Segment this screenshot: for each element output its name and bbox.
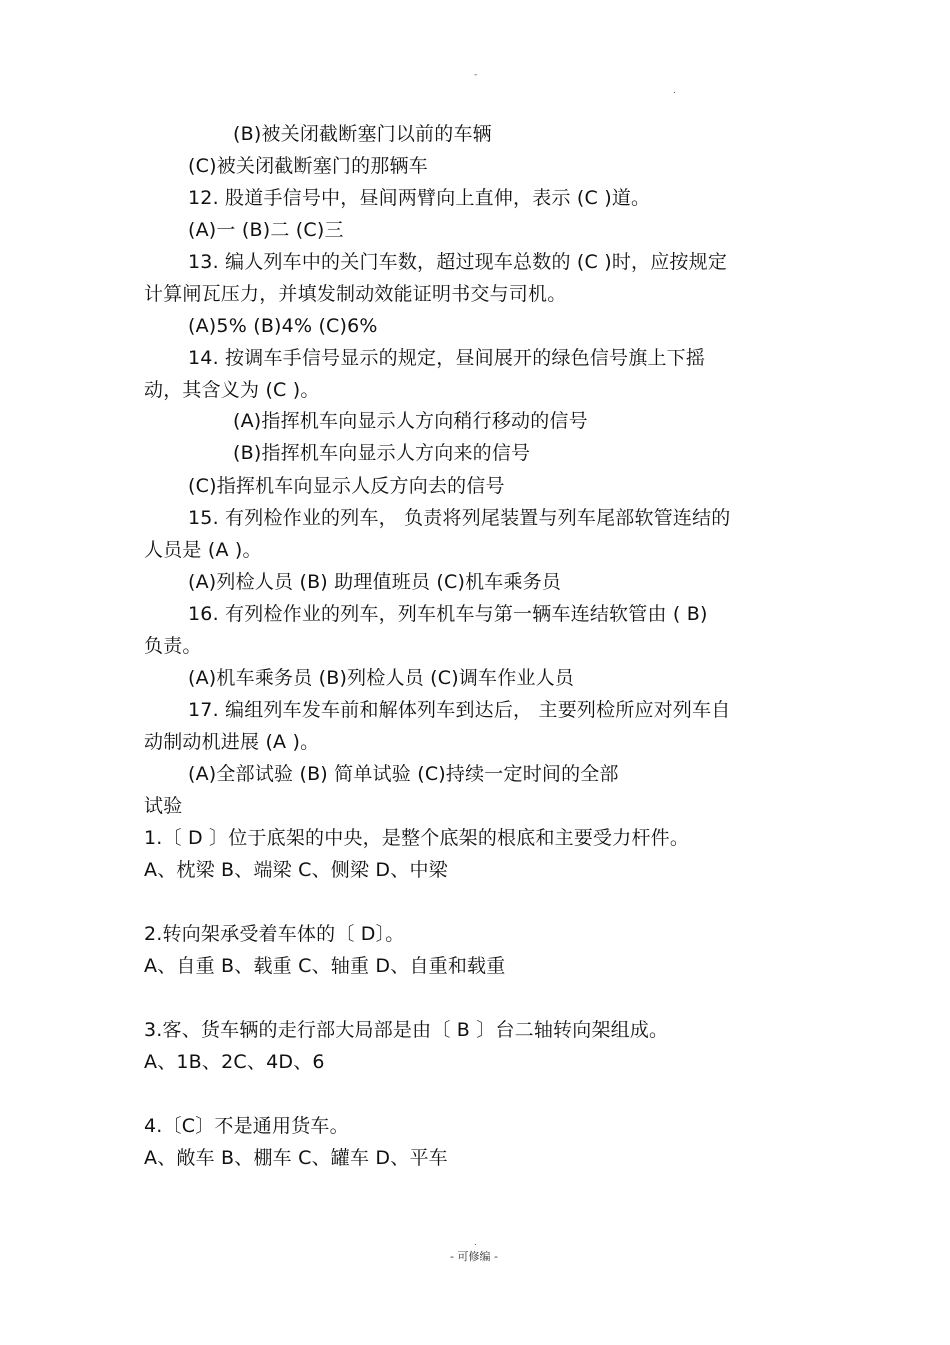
text-line: (A)5% (B)4% (C)6% (188, 315, 378, 337)
text-line: (A)一 (B)二 (C)三 (188, 219, 344, 241)
text-line: 负责。 (144, 635, 202, 657)
text-line: A、1B、2C、4D、6 (144, 1051, 325, 1073)
text-line: A、枕梁 B、端梁 C、侧梁 D、中梁 (144, 859, 448, 881)
text-line: 13. 编人列车中的关门车数，超过现车总数的 (C )时，应按规定 (188, 251, 728, 273)
text-line: 16. 有列检作业的列车，列车机车与第一辆车连结软管由 ( B) (188, 603, 708, 625)
text-line: 14. 按调车手信号显示的规定，昼间展开的绿色信号旗上下摇 (188, 347, 706, 369)
text-line: A、敞车 B、棚车 C、罐车 D、平车 (144, 1147, 448, 1169)
text-line: 试验 (144, 795, 183, 817)
text-line: (C)被关闭截断塞门的那辆车 (188, 155, 428, 177)
text-line: (A)列检人员 (B) 助理值班员 (C)机车乘务员 (188, 571, 562, 593)
text-line: 15. 有列检作业的列车， 负责将列尾装置与列车尾部软管连结的 (188, 507, 731, 529)
text-line: (A)机车乘务员 (B)列检人员 (C)调车作业人员 (188, 667, 575, 689)
page-footer: - 可修编 - (450, 1250, 498, 1263)
text-line: (A)指挥机车向显示人方向稍行移动的信号 (233, 410, 588, 432)
header-mark-left: - (474, 70, 478, 80)
text-line: (B)被关闭截断塞门以前的车辆 (233, 123, 492, 145)
text-line: 动制动机进展 (A )。 (144, 731, 320, 753)
text-line: (C)指挥机车向显示人反方向去的信号 (188, 475, 505, 497)
text-line: 2.转向架承受着车体的〔 D〕。 (144, 923, 405, 945)
text-line: 4.〔C〕不是通用货车。 (144, 1115, 349, 1137)
text-line: (A)全部试验 (B) 简单试验 (C)持续一定时间的全部 (188, 763, 619, 785)
footer-dot: . (474, 1238, 477, 1248)
text-line: 动，其含义为 (C )。 (144, 379, 320, 401)
text-line: (B)指挥机车向显示人方向来的信号 (233, 442, 531, 464)
text-line: 3.客、货车辆的走行部大局部是由〔 B 〕台二轴转向架组成。 (144, 1019, 669, 1041)
text-line: 17. 编组列车发车前和解体列车到达后， 主要列检所应对列车自 (188, 699, 731, 721)
header-mark-right: . (673, 86, 676, 96)
text-line: 计算闸瓦压力，并填发制动效能证明书交与司机。 (144, 283, 567, 305)
text-line: 人员是 (A )。 (144, 539, 262, 561)
text-line: 12. 股道手信号中，昼间两臂向上直伸，表示 (C )道。 (188, 187, 651, 209)
text-line: 1.〔 D 〕位于底架的中央，是整个底架的根底和主要受力杆件。 (144, 827, 690, 849)
text-line: A、自重 B、载重 C、轴重 D、自重和载重 (144, 955, 506, 977)
